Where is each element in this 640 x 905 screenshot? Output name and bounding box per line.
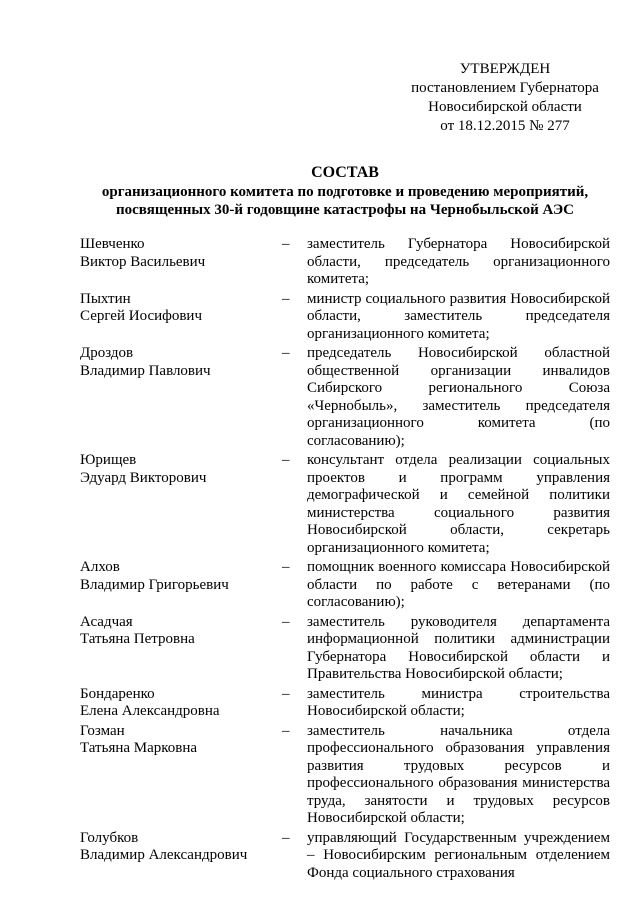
- member-surname: Шевченко: [80, 236, 145, 252]
- member-name: [80, 291, 280, 326]
- member-given-names: Эдуард Викторович: [80, 469, 207, 486]
- member-entry: [80, 452, 610, 557]
- member-role: помощник военного комиссара Новосибирской области по работе с ветеранами (по согласованию);: [307, 559, 610, 610]
- member-role: заместитель руководителя департамента информационной политики администрации Губернатора Новосибирской области и Правительства Новосибирской области;: [307, 613, 610, 682]
- member-entry: [80, 559, 610, 612]
- member-entry: [80, 830, 610, 883]
- member-name: [80, 345, 280, 380]
- member-given-names: Владимир Павлович: [80, 362, 211, 379]
- member-given-names: Владимир Григорьевич: [80, 576, 229, 593]
- member-dash: –: [282, 685, 290, 702]
- member-name: [80, 830, 280, 865]
- member-entry: [80, 236, 610, 289]
- member-name: [80, 614, 280, 649]
- member-dash: –: [282, 290, 290, 307]
- member-dash: –: [282, 722, 290, 739]
- member-role: консультант отдела реализации социальных проектов и программ управления демографической и семейной политики министерства социального развития Новосибирской области, секретарь организационного комитета;: [307, 452, 610, 556]
- member-given-names: Татьяна Петровна: [80, 631, 195, 647]
- member-surname: Алхов: [80, 559, 120, 575]
- member-role: министр социального развития Новосибирской области, заместитель председателя организационного комитета;: [307, 290, 610, 342]
- title-subtitle-line2: посвященных 30-й годовщине катастрофы на Чернобыльской АЭС: [116, 202, 574, 218]
- member-role: заместитель Губернатора Новосибирской области, председатель организационного комитета;: [307, 236, 610, 287]
- member-name: [80, 452, 280, 487]
- member-given-names: Владимир Александрович: [80, 847, 248, 863]
- member-role: заместитель начальника отдела профессионального образования управления развития трудовых ресурсов и профессионального образования министерства труда, занятости и трудовых ресурсов Новосибирской области;: [307, 722, 610, 826]
- title-subtitle-line1: организационного комитета по подготовке и проведению мероприятий,: [101, 183, 589, 200]
- member-given-names: Елена Александровна: [80, 703, 220, 719]
- member-name: [80, 236, 280, 271]
- title-main: СОСТАВ: [311, 164, 379, 181]
- member-dash: –: [282, 345, 290, 361]
- approval-decree: постановлением Губернатора: [411, 80, 599, 96]
- member-surname: Дроздов: [80, 345, 134, 361]
- member-name: [80, 686, 280, 721]
- approval-region: Новосибирской области: [428, 99, 582, 115]
- member-entry: [80, 291, 610, 344]
- member-dash: –: [282, 236, 290, 252]
- member-role: председатель Новосибирской областной общественной организации инвалидов Сибирского регионального Союза «Чернобыль», заместитель председателя организационного комитета (по согласованию);: [307, 345, 610, 449]
- member-surname: Гозман: [80, 722, 125, 739]
- document-title: [40, 164, 640, 220]
- member-dash: –: [282, 559, 290, 575]
- member-entry: [80, 723, 610, 828]
- member-surname: Юрищев: [80, 452, 137, 468]
- member-surname: Голубков: [80, 829, 139, 846]
- member-role: заместитель министра строительства Новосибирской области;: [307, 685, 610, 719]
- member-surname: Бондаренко: [80, 685, 155, 702]
- approval-stamp: [395, 60, 615, 136]
- member-role: управляющий Государственным учреждением – Новосибирским региональным отделением Фонда социального страхования: [307, 829, 610, 881]
- member-name: [80, 723, 280, 758]
- member-given-names: Татьяна Марковна: [80, 740, 198, 756]
- approval-heading: УТВЕРЖДЕН: [459, 61, 551, 77]
- member-entry: [80, 345, 610, 450]
- member-dash: –: [282, 452, 290, 468]
- member-dash: –: [282, 613, 290, 630]
- member-given-names: Сергей Иосифович: [80, 308, 202, 324]
- member-entry: [80, 686, 610, 721]
- member-name: [80, 559, 280, 594]
- member-dash: –: [282, 829, 290, 846]
- approval-date-number: от 18.12.2015 № 277: [440, 118, 570, 134]
- member-surname: Асадчая: [80, 613, 133, 630]
- member-entry: [80, 614, 610, 684]
- member-surname: Пыхтин: [80, 290, 131, 307]
- committee-members-list: [80, 236, 610, 884]
- member-given-names: Виктор Васильевич: [80, 253, 206, 270]
